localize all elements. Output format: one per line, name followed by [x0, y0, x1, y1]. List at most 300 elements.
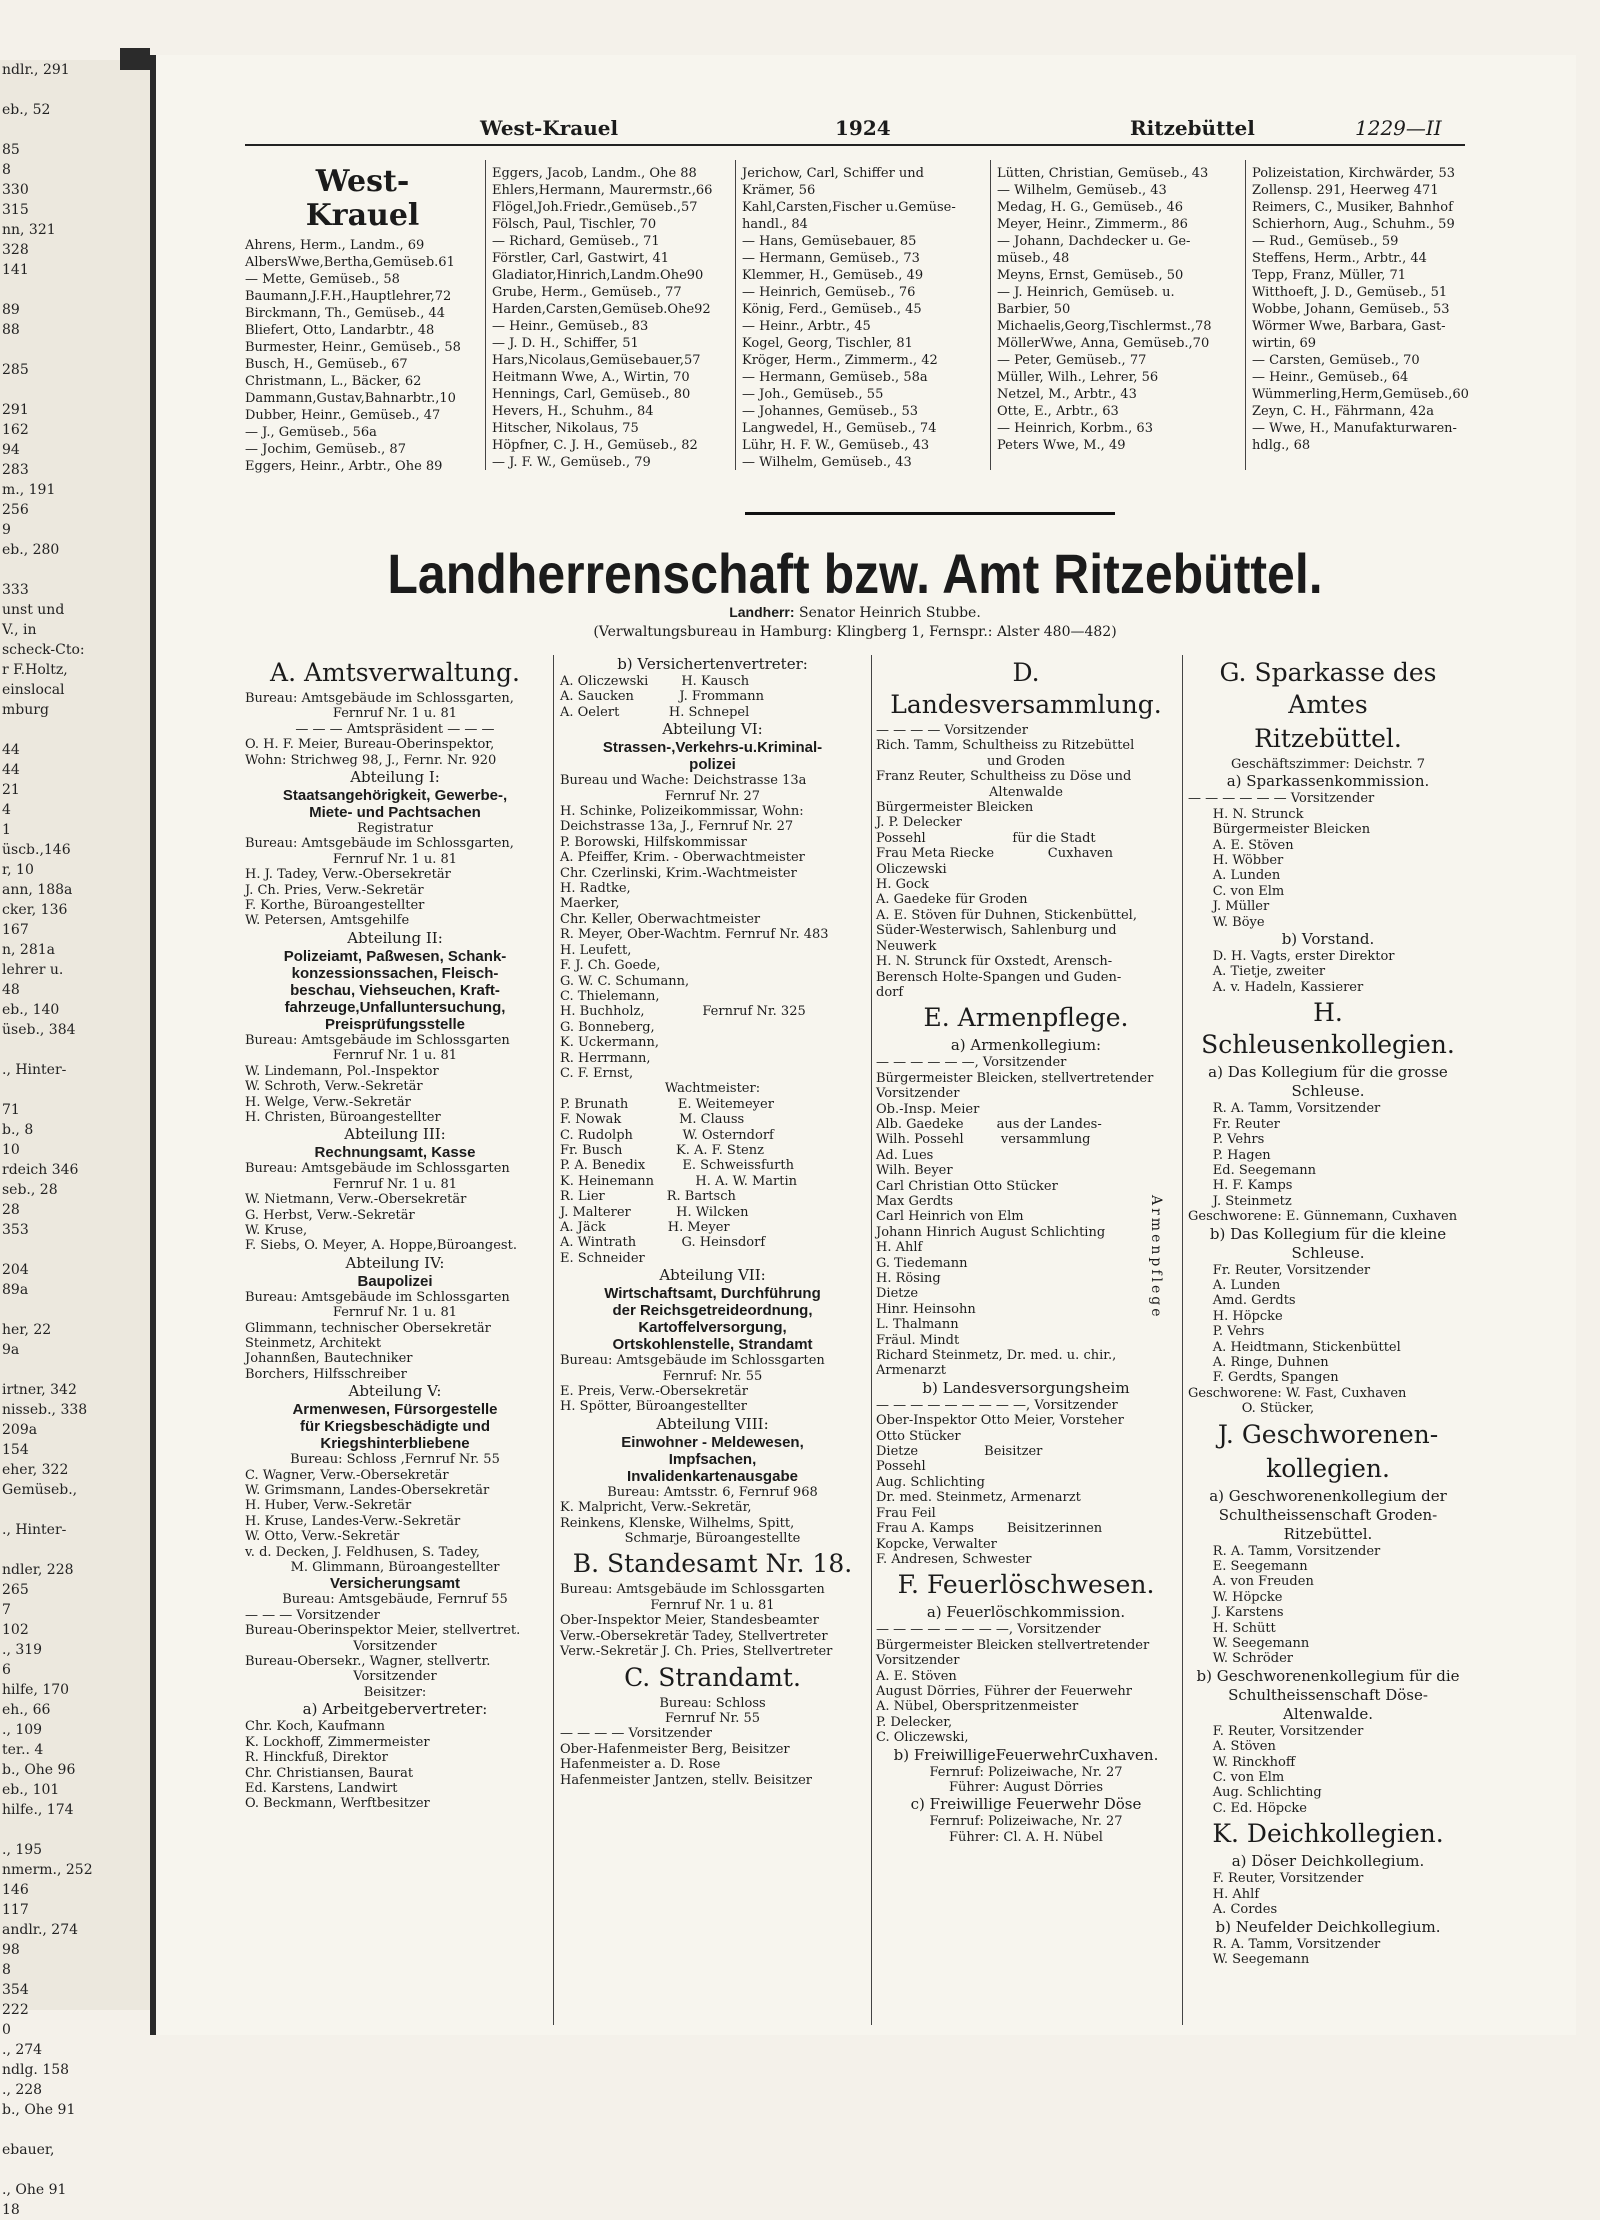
- directory-entry: wirtin, 69: [1252, 336, 1317, 351]
- centered-line: Bureau: Schloss ,Fernruf Nr. 55: [290, 1452, 500, 1468]
- subheading: a) Döser Deichkollegium.: [1231, 1852, 1425, 1871]
- strip-line: 102: [2, 1622, 29, 1638]
- landherr-label: Landherr:: [729, 604, 795, 620]
- entry-line: Bureau: Amtsgebäude im Schlossgarten,: [245, 691, 514, 706]
- strip-line: [0, 2120, 150, 2140]
- entry-line: Verw.-Sekretär J. Ch. Pries, Stellvertreter: [560, 1644, 833, 1660]
- directory-entry: Kahl,Carsten,Fischer u.Gemüse-: [742, 200, 956, 215]
- entry-line: K. Heinemann H. A. W. Martin: [560, 1173, 798, 1189]
- strip-line: 0: [2, 2022, 11, 2038]
- strip-line: unst und: [2, 602, 65, 618]
- strip-line: 141: [2, 262, 29, 278]
- strip-line: rdeich 346: [2, 1162, 79, 1178]
- entry-line: Verw.-Obersekretär Tadey, Stellvertreter: [560, 1628, 828, 1644]
- strip-line: [0, 1820, 150, 1840]
- subheading: Schleuse.: [1291, 1082, 1365, 1101]
- directory-entry: — Hermann, Gemüseb., 58a: [742, 370, 928, 385]
- centered-line: Fernruf Nr. 1 u. 81: [332, 1176, 458, 1192]
- subheading: Abteilung VII:: [659, 1266, 766, 1285]
- section-heading: A. Amtsverwaltung.: [270, 658, 520, 687]
- directory-entry: Michaelis,Georg,Tischlermst.,78: [997, 319, 1212, 334]
- strip-line: 291: [2, 402, 29, 418]
- divider: [553, 655, 554, 2025]
- entry-line: G. Bonneberg,: [560, 1019, 655, 1035]
- entry-line: H. Radtke,: [560, 881, 631, 897]
- strip-line: [0, 720, 150, 740]
- entry-line: H. Schinke, Polizeikommissar, Wohn:: [560, 804, 804, 820]
- entry-line: Bureau-Oberinspektor Meier, stellvertret.: [245, 1623, 521, 1639]
- strip-line: 354: [2, 1982, 29, 1998]
- entry-line: Richard Steinmetz, Dr. med. u. chir.,: [876, 1348, 1117, 1364]
- entry-line: R. Herrmann,: [560, 1050, 651, 1066]
- centered-line: Fernruf Nr. 1 u. 81: [650, 1597, 775, 1613]
- entry-line: Carl Heinrich von Elm: [876, 1209, 1024, 1225]
- section-heading: H. Schleusenkollegien.: [1201, 998, 1455, 1060]
- centered-line: Führer: Cl. A. H. Nübel: [949, 1829, 1103, 1845]
- directory-entry: Schierhorn, Aug., Schuhm., 59: [1252, 217, 1455, 232]
- strip-line: [0, 280, 150, 300]
- strip-line: [0, 1240, 150, 1260]
- directory-entry: Dammann,Gustav,Bahnarbtr.,10: [245, 391, 456, 406]
- subheading: b) Das Kollegium für die kleine: [1209, 1224, 1447, 1243]
- centered-line: Fernruf Nr. 55: [664, 1710, 761, 1726]
- entry-line: F. Nowak M. Clauss: [560, 1112, 745, 1128]
- strip-line: 154: [2, 1442, 29, 1458]
- centered-line: Bureau: Schloss: [659, 1695, 766, 1711]
- department-heading: Kartoffelversorgung,: [638, 1319, 787, 1337]
- entry-line: H. Wöbber: [1188, 853, 1284, 869]
- directory-entry: — Richard, Gemüseb., 71: [492, 234, 660, 249]
- entry-line: Ad. Lues: [876, 1147, 934, 1163]
- department-heading: Preisprüfungsstelle: [324, 1015, 466, 1033]
- entry-line: Bureau und Wache: Deichstrasse 13a: [560, 773, 807, 789]
- strip-line: V., in: [2, 622, 37, 638]
- entry-line: R. Lier R. Bartsch: [560, 1189, 736, 1205]
- entry-line: A. E. Stöven für Duhnen, Stickenbüttel,: [876, 907, 1137, 923]
- entry-line: Bureau: Amtsgebäude im Schlossgarten: [560, 1353, 825, 1369]
- entry-line: F. Korthe, Büroangestellter: [245, 898, 425, 914]
- entry-line: W. Böye: [1188, 914, 1265, 930]
- strip-line: r, 10: [2, 862, 34, 878]
- strip-line: [0, 80, 150, 100]
- entry-line: C. Thielemann,: [560, 988, 660, 1004]
- entry-line: Borchers, Hilfsschreiber: [245, 1366, 407, 1382]
- entry-line: Dr. med. Steinmetz, Armenarzt: [876, 1490, 1081, 1506]
- entry-line: F. J. Ch. Goede,: [560, 958, 661, 974]
- entry-line: Rich. Tamm, Schultheiss zu Ritzebüttel: [876, 738, 1135, 754]
- entry-line: Hafenmeister Jantzen, stellv. Beisitzer: [560, 1772, 813, 1788]
- entry-line: Wohn: Strichweg 98, J., Fernr. Nr. 920: [245, 752, 497, 768]
- strip-line: hilfe., 174: [2, 1802, 74, 1818]
- strip-line: 7: [2, 1602, 11, 1618]
- directory-entry: — Heinr., Gemüseb., 64: [1252, 370, 1409, 385]
- department-heading: beschau, Viehseuchen, Kraft-: [290, 981, 500, 999]
- directory-column-1: [245, 164, 480, 474]
- section-heading: E. Armenpflege.: [923, 1003, 1129, 1033]
- entry-line: Berensch Holte-Spangen und Guden-: [876, 969, 1122, 985]
- directory-column-4: [997, 165, 1237, 470]
- entry-line: P. Vehrs: [1188, 1324, 1265, 1340]
- directory-entry: — Jochim, Gemüseb., 87: [245, 442, 406, 457]
- entry-line: J. Ch. Pries, Verw.-Sekretär: [245, 882, 424, 898]
- strip-line: [0, 1300, 150, 1320]
- entry-line: G. W. C. Schumann,: [560, 973, 690, 989]
- centered-line: Altenwalde: [989, 784, 1063, 800]
- directory-entry: Heitmann Wwe, A., Wirtin, 70: [492, 370, 690, 385]
- divider: [485, 160, 486, 470]
- directory-entry: Grube, Herm., Gemüseb., 77: [492, 285, 682, 300]
- directory-entry: König, Ferd., Gemüseb., 45: [742, 302, 922, 317]
- landherr-text: Senator Heinrich Stubbe.: [799, 605, 981, 621]
- directory-entry: — Wilhelm, Gemüseb., 43: [742, 455, 912, 470]
- entry-line: F. Andresen, Schwester: [876, 1551, 1032, 1567]
- strip-line: eb., 280: [2, 542, 60, 558]
- directory-entry: — Heinr., Gemüseb., 83: [492, 319, 649, 334]
- strip-line: 18: [2, 2202, 20, 2218]
- directory-column-2: [492, 165, 727, 470]
- directory-entry: Meyer, Heinr., Zimmerm., 86: [997, 217, 1188, 232]
- entry-line: — — — Vorsitzender: [245, 1607, 380, 1623]
- directory-entry: Otte, E., Arbtr., 63: [997, 404, 1119, 419]
- armenpflege-vertical-label: Armenpflege: [1148, 1195, 1164, 1320]
- entry-line: Chr. Keller, Oberwachtmeister: [560, 911, 761, 927]
- strip-line: ., 319: [2, 1642, 43, 1658]
- header-left: West-Krauel: [480, 116, 619, 140]
- entry-line: G. Tiedemann: [876, 1255, 968, 1271]
- entry-line: O. Beckmann, Werftbesitzer: [245, 1796, 430, 1812]
- directory-column-5: [1252, 165, 1467, 470]
- directory-title: West- Krauel: [305, 164, 420, 233]
- entry-line: H. Leufett,: [560, 942, 632, 958]
- strip-line: n, 281a: [2, 942, 55, 958]
- entry-line: J. P. Delecker: [876, 815, 962, 831]
- strip-line: eb., 52: [2, 102, 51, 118]
- strip-line: 21: [2, 782, 20, 798]
- divider: [1182, 655, 1183, 2025]
- directory-entry: Eggers, Heinr., Arbtr., Ohe 89: [245, 459, 443, 474]
- entry-line: — — — — Vorsitzender: [560, 1726, 712, 1742]
- header-place: Ritzebüttel: [1130, 116, 1255, 140]
- directory-entry: Bliefert, Otto, Landarbtr., 48: [245, 323, 435, 338]
- entry-line: E. Schneider: [560, 1250, 645, 1266]
- entry-line: Frau Meta Riecke Cuxhaven: [876, 846, 1113, 862]
- directory-entry: Polizeistation, Kirchwärder, 53: [1252, 166, 1455, 181]
- strip-line: eb., 140: [2, 1002, 60, 1018]
- directory-entry: Eggers, Jacob, Landm., Ohe 88: [492, 166, 697, 181]
- entry-line: J. Malterer H. Wilcken: [560, 1204, 749, 1220]
- department-heading: Invalidenkartenausgabe: [627, 1467, 798, 1485]
- entry-line: W. Seegemann: [1188, 1636, 1310, 1652]
- column-a: [245, 655, 545, 1812]
- entry-line: Johannßen, Bautechniker: [245, 1351, 413, 1367]
- directory-entry: Reimers, C., Musiker, Bahnhof: [1252, 200, 1453, 215]
- directory-entry: — Heinr., Arbtr., 45: [742, 319, 871, 334]
- department-heading: Miete- und Pachtsachen: [309, 804, 481, 822]
- entry-line: C. Oliczewski,: [876, 1730, 969, 1746]
- entry-line: Hinr. Heinsohn: [876, 1301, 976, 1317]
- directory-entry: Wobbe, Johann, Gemüseb., 53: [1252, 302, 1450, 317]
- directory-entry: Netzel, M., Arbtr., 43: [997, 387, 1137, 402]
- strip-line: [0, 380, 150, 400]
- entry-line: Wilh. Possehl versammlung: [876, 1132, 1091, 1148]
- entry-line: A. E. Stöven: [876, 1668, 957, 1684]
- entry-line: Oliczewski: [876, 861, 947, 877]
- strip-line: eb., 101: [2, 1782, 60, 1798]
- strip-line: üseb., 384: [2, 1022, 76, 1038]
- entry-line: J. Müller: [1188, 899, 1270, 915]
- strip-line: 85: [2, 142, 20, 158]
- entry-line: C. von Elm: [1188, 883, 1285, 899]
- entry-line: P. Vehrs: [1188, 1132, 1265, 1148]
- strip-line: [0, 1080, 150, 1100]
- entry-line: W. Höpcke: [1188, 1589, 1283, 1605]
- entry-line: v. d. Decken, J. Feldhusen, S. Tadey,: [245, 1544, 480, 1560]
- entry-line: Armenarzt: [876, 1363, 947, 1379]
- entry-line: A. Wintrath G. Heinsdorf: [560, 1235, 766, 1251]
- directory-entry: — Wilhelm, Gemüseb., 43: [997, 183, 1167, 198]
- entry-line: Vorsitzender: [876, 1653, 960, 1669]
- department-heading: Ortskohlenstelle, Strandamt: [612, 1336, 813, 1354]
- subheading: Abteilung VIII:: [656, 1414, 769, 1433]
- strip-line: ., Hinter-: [2, 1522, 67, 1538]
- entry-line: Hafenmeister a. D. Rose: [560, 1757, 721, 1773]
- entry-line: Otto Stücker: [876, 1428, 961, 1444]
- entry-line: D. H. Vagts, erster Direktor: [1188, 949, 1395, 965]
- strip-line: ndler, 228: [2, 1562, 74, 1578]
- entry-line: Ed. Karstens, Landwirt: [245, 1780, 398, 1796]
- subheading: Abteilung VI:: [662, 720, 763, 739]
- strip-line: eher, 322: [2, 1462, 69, 1478]
- strip-line: [0, 2160, 150, 2180]
- department-heading: Wirtschaftsamt, Durchführung: [604, 1285, 821, 1303]
- entry-line: P. A. Benedix E. Schweissfurth: [560, 1158, 794, 1174]
- strip-line: 256: [2, 502, 29, 518]
- section-heading: F. Feuerlöschwesen.: [897, 1570, 1155, 1600]
- strip-line: 44: [2, 762, 20, 778]
- directory-entry: Kröger, Herm., Zimmerm., 42: [742, 353, 938, 368]
- department-heading: Staatsangehörigkeit, Gewerbe-,: [282, 787, 508, 805]
- entry-line: Frau A. Kamps Beisitzerinnen: [876, 1521, 1103, 1537]
- entry-line: A. Heidtmann, Stickenbüttel: [1188, 1339, 1401, 1355]
- entry-line: A. von Freuden: [1188, 1574, 1314, 1590]
- subheading: a) Das Kollegium für die grosse: [1208, 1063, 1448, 1082]
- subheading: b) Geschworenenkollegium für die: [1196, 1666, 1460, 1685]
- directory-entry: handl., 84: [742, 217, 808, 232]
- department-heading: Armenwesen, Fürsorgestelle: [292, 1401, 498, 1419]
- strip-line: 28: [2, 1202, 20, 1218]
- strip-line: 89a: [2, 1282, 29, 1298]
- directory-entry: — Hans, Gemüsebauer, 85: [742, 234, 917, 249]
- strip-line: 315: [2, 202, 29, 218]
- entry-line: W. Rinckhoff: [1188, 1754, 1296, 1770]
- entry-line: W. Otto, Verw.-Sekretär: [245, 1529, 400, 1545]
- entry-line: F. Gerdts, Spangen: [1188, 1370, 1339, 1386]
- entry-line: H. N. Strunck: [1188, 806, 1304, 822]
- strip-line: ebauer,: [2, 2142, 55, 2158]
- strip-line: 44: [2, 742, 20, 758]
- entry-line: A. Gaedeke für Groden: [876, 892, 1028, 908]
- directory-entry: — Carsten, Gemüseb., 70: [1252, 353, 1420, 368]
- entry-line: Aug. Schlichting: [1188, 1785, 1322, 1801]
- directory-entry: — Peter, Gemüseb., 77: [997, 353, 1147, 368]
- centered-line: Wachtmeister:: [664, 1081, 761, 1097]
- entry-line: C. F. Ernst,: [560, 1065, 634, 1081]
- strip-line: r F.Holtz,: [2, 662, 68, 678]
- entry-line: W. Lindemann, Pol.-Inspektor: [245, 1063, 439, 1079]
- entry-line: R. A. Tamm, Vorsitzender: [1188, 1543, 1381, 1559]
- directory-entry: — J. Heinrich, Gemüseb. u.: [997, 285, 1175, 300]
- entry-line: K. Uckermann,: [560, 1035, 659, 1051]
- entry-line: Chr. Czerlinski, Krim.-Wachtmeister: [560, 865, 797, 881]
- directory-entry: Medag, H. G., Gemüseb., 46: [997, 200, 1183, 215]
- strip-line: 10: [2, 1142, 20, 1158]
- strip-line: b., 8: [2, 1122, 34, 1138]
- strip-line: 204: [2, 1262, 29, 1278]
- department-heading: Kriegshinterbliebene: [320, 1435, 470, 1453]
- centered-line: Fernruf Nr. 1 u. 81: [332, 1305, 458, 1321]
- directory-entry: — Johann, Dachdecker u. Ge-: [997, 234, 1191, 249]
- directory-entry: Baumann,J.F.H.,Hauptlehrer,72: [245, 289, 452, 304]
- entry-line: — — — — — —, Vorsitzender: [876, 1055, 1067, 1071]
- entry-line: Glimmann, technischer Obersekretär: [245, 1320, 491, 1336]
- verwaltung-line: (Verwaltungsbureau in Hamburg: Klingberg 1, Fernspr.: Alster 480—482): [593, 624, 1117, 640]
- department-heading: fahrzeuge,Unfalluntersuchung,: [284, 998, 506, 1016]
- entry-line: A. Ringe, Duhnen: [1188, 1354, 1329, 1370]
- strip-line: Gemüseb.,: [2, 1482, 78, 1498]
- entry-line: J. Steinmetz: [1188, 1193, 1292, 1209]
- strip-line: ter.. 4: [2, 1742, 44, 1758]
- section-heading: C. Strandamt.: [624, 1662, 801, 1692]
- section-heading: J. Geschworenen-: [1217, 1419, 1439, 1449]
- strip-line: [0, 1360, 150, 1380]
- strip-line: nisseb., 338: [2, 1402, 88, 1418]
- entry-line: P. Hagen: [1188, 1147, 1271, 1163]
- centered-line: Schmarje, Büroangestellte: [624, 1531, 801, 1547]
- entry-line: W. Seegemann: [1188, 1951, 1310, 1967]
- strip-line: ., Ohe 91: [2, 2182, 67, 2198]
- department-heading: Impfsachen,: [668, 1450, 757, 1468]
- department-heading: Strassen-,Verkehrs-u.Kriminal-: [602, 739, 823, 757]
- entry-line: dorf: [876, 984, 904, 1000]
- entry-line: K. Lockhoff, Zimmermeister: [245, 1734, 430, 1750]
- entry-line: E. Preis, Verw.-Obersekretär: [560, 1384, 748, 1400]
- strip-line: nmerm., 252: [2, 1862, 93, 1878]
- entry-line: G. Herbst, Verw.-Sekretär: [245, 1207, 415, 1223]
- entry-line: Johann Hinrich August Schlichting: [876, 1224, 1106, 1240]
- main-title: Landherrenschaft bzw. Amt Ritzebüttel.: [387, 542, 1323, 606]
- strip-line: ., 109: [2, 1722, 43, 1738]
- strip-line: 209a: [2, 1422, 38, 1438]
- entry-line: L. Thalmann: [876, 1317, 959, 1333]
- directory-entry: Burmester, Heinr., Gemüseb., 58: [245, 340, 461, 355]
- entry-line: Dietze Beisitzer: [876, 1444, 1043, 1460]
- entry-line: H. Huber, Verw.-Sekretär: [245, 1498, 412, 1514]
- entry-line: A. E. Stöven: [1188, 837, 1294, 853]
- directory-entry: — Mette, Gemüseb., 58: [245, 272, 400, 287]
- strip-line: üscb.,146: [2, 842, 71, 858]
- subheading: a) Armenkollegium:: [950, 1036, 1102, 1055]
- strip-line: 328: [2, 242, 29, 258]
- strip-line: 4: [2, 802, 11, 818]
- entry-line: Franz Reuter, Schultheiss zu Döse und: [876, 769, 1132, 785]
- entry-line: Alb. Gaedeke aus der Landes-: [876, 1116, 1102, 1132]
- centered-line: Vorsitzender: [353, 1669, 437, 1685]
- centered-line: Fernruf Nr. 27: [664, 788, 761, 804]
- strip-line: 98: [2, 1942, 20, 1958]
- entry-line: A. Pfeiffer, Krim. - Oberwachtmeister: [560, 850, 805, 866]
- directory-entry: — Rud., Gemüseb., 59: [1252, 234, 1399, 249]
- strip-line: 222: [2, 2002, 29, 2018]
- entry-line: Bürgermeister Bleicken: [876, 800, 1034, 816]
- entry-line: A. Lunden: [1188, 1277, 1281, 1293]
- centered-line: Registratur: [357, 821, 433, 837]
- strip-line: 89: [2, 302, 20, 318]
- entry-line: — — — — — — Vorsitzender: [1188, 791, 1375, 807]
- entry-line: Geschworene: W. Fast, Cuxhaven: [1188, 1385, 1407, 1401]
- entry-line: H. Christen, Büroangestellter: [245, 1109, 441, 1125]
- divider: [990, 160, 991, 470]
- entry-line: R. Hinckfuß, Direktor: [245, 1750, 388, 1766]
- entry-line: Bürgermeister Bleicken: [1188, 822, 1371, 838]
- centered-line: Fernruf Nr. 1 u. 81: [332, 1048, 458, 1064]
- strip-line: 88: [2, 322, 20, 338]
- department-heading: polizei: [689, 756, 736, 774]
- department-heading: Versicherungsamt: [329, 1575, 461, 1593]
- entry-line: H. Rösing: [876, 1271, 941, 1286]
- directory-entry: Busch, H., Gemüseb., 67: [245, 357, 408, 372]
- directory-entry: Zeyn, C. H., Fährmann, 42a: [1252, 404, 1435, 419]
- strip-line: [0, 120, 150, 140]
- entry-line: Ober-Hafenmeister Berg, Beisitzer: [560, 1741, 790, 1757]
- entry-line: O. H. F. Meier, Bureau-Oberinspektor,: [245, 737, 495, 753]
- entry-line: A. v. Hadeln, Kassierer: [1188, 979, 1364, 995]
- entry-line: P. Borowski, Hilfskommissar: [560, 834, 747, 850]
- entry-line: A. Oelert H. Schnepel: [560, 704, 750, 720]
- directory-entry: Ehlers,Hermann, Maurermstr.,66: [492, 183, 713, 198]
- directory-entry: Lütten, Christian, Gemüseb., 43: [997, 166, 1209, 181]
- directory-entry: Hevers, H., Schuhm., 84: [492, 404, 654, 419]
- centered-line: Fernruf: Polizeiwache, Nr. 27: [929, 1764, 1123, 1780]
- entry-line: W. Grimsmann, Landes-Obersekretär: [245, 1483, 490, 1498]
- centered-line: Bureau: Amtsstr. 6, Fernruf 968: [607, 1484, 818, 1500]
- section-heading: Ritzebüttel.: [1254, 724, 1402, 753]
- directory-column-3: [742, 165, 982, 470]
- entry-line: — — — — — — — — —, Vorsitzender: [876, 1397, 1118, 1413]
- entry-line: J. Karstens: [1188, 1605, 1284, 1621]
- directory-entry: Gladiator,Hinrich,Landm.Ohe90: [492, 268, 704, 283]
- entry-line: W. Nietmann, Verw.-Obersekretär: [245, 1192, 467, 1208]
- entry-line: A. Stöven: [1188, 1739, 1276, 1755]
- entry-line: H. Schütt: [1188, 1620, 1276, 1636]
- entry-line: R. A. Tamm, Vorsitzender: [1188, 1101, 1381, 1117]
- subheading: a) Geschworenenkollegium der: [1209, 1486, 1447, 1505]
- entry-line: Frau Feil: [876, 1505, 936, 1521]
- strip-line: ., 228: [2, 2082, 43, 2098]
- subheading: Abteilung III:: [344, 1125, 446, 1144]
- strip-line: seb., 28: [2, 1182, 58, 1198]
- directory-entry: Krämer, 56: [742, 183, 816, 198]
- centered-line: Fernruf: Polizeiwache, Nr. 27: [929, 1814, 1123, 1830]
- entry-line: Bureau: Amtsgebäude im Schlossgarten,: [245, 836, 514, 852]
- directory-entry: Dubber, Heinr., Gemüseb., 47: [245, 408, 441, 423]
- strip-line: 48: [2, 982, 20, 998]
- entry-line: A. Lunden: [1188, 868, 1281, 884]
- section-heading: B. Standesamt Nr. 18.: [572, 1549, 853, 1579]
- strip-line: ann, 188a: [2, 882, 73, 898]
- entry-line: Bürgermeister Bleicken stellvertretender: [876, 1637, 1150, 1653]
- strip-line: 333: [2, 582, 29, 598]
- strip-line: b., Ohe 96: [2, 1762, 76, 1778]
